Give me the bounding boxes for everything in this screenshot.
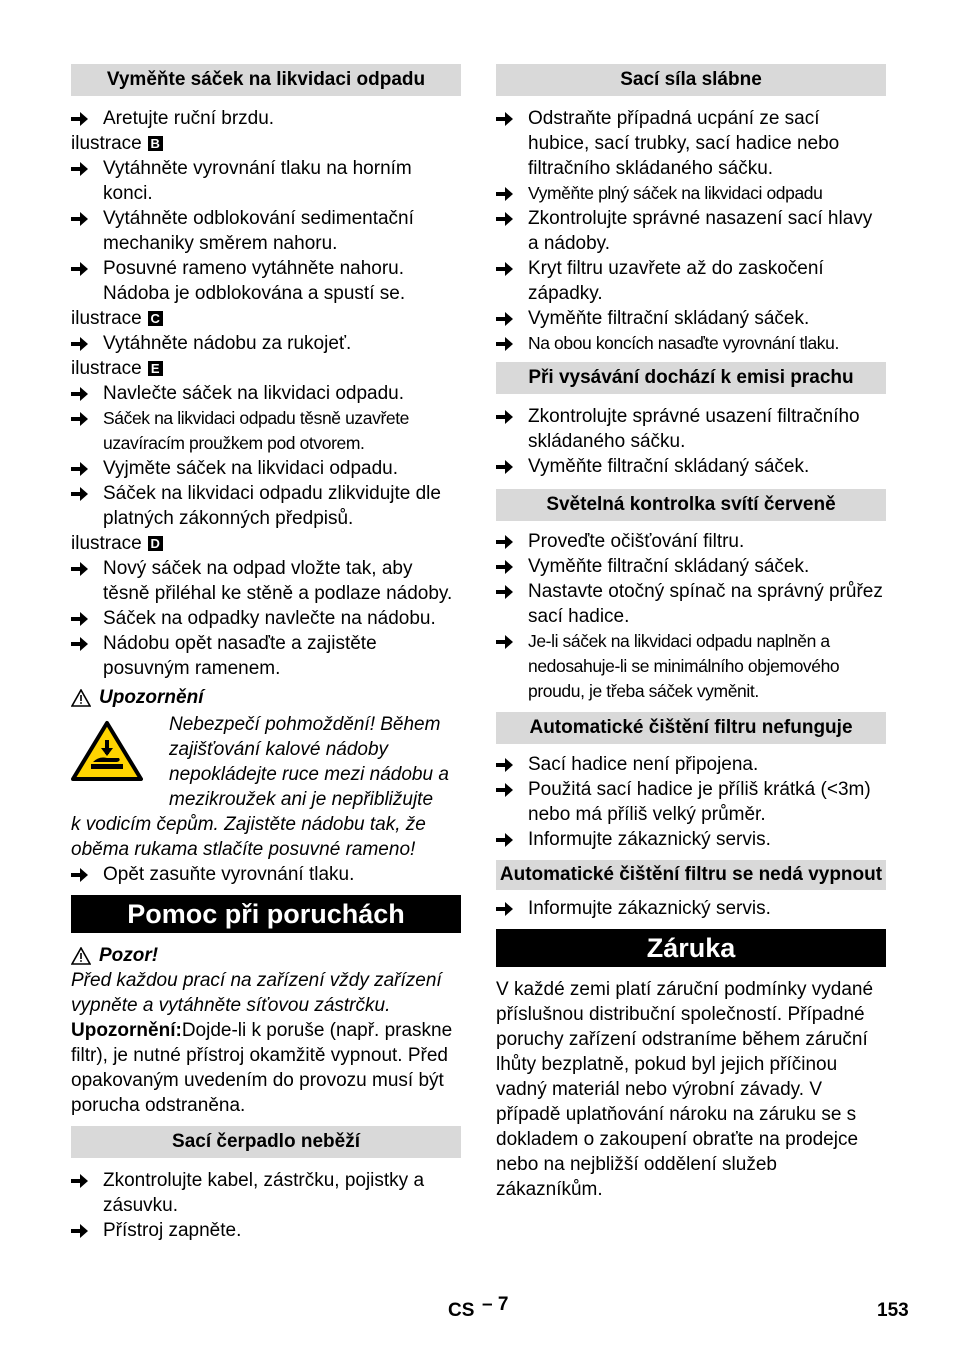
arrow-icon bbox=[496, 579, 518, 600]
arrow-icon bbox=[71, 331, 93, 352]
note-paragraph: Upozornění:Dojde-li k poruše (např. praskne filtr), je nutné přístroj okamžitě vypnout. Před opakovaným uvedením do provozu musí být porucha odstraněna. bbox=[71, 1020, 453, 1116]
step: Vyměňte plný sáček na likvidaci odpadu bbox=[496, 181, 886, 206]
step: Opět zasuňte vyrovnání tlaku. bbox=[71, 862, 461, 887]
arrow-icon bbox=[496, 404, 518, 425]
crush-hazard-icon bbox=[71, 712, 169, 812]
warning-label: Upozornění bbox=[71, 685, 461, 710]
arrow-icon bbox=[71, 631, 93, 652]
warning-text: Nebezpečí pohmoždění! Během zajišťování kalové nádoby nepokládejte ruce mezi nádobu a mezikroužek ani je nepřibližujte bbox=[169, 714, 449, 810]
arrow-icon bbox=[496, 331, 518, 352]
step: Vytáhněte odblokování sedimentační mechaniky směrem nahoru. bbox=[71, 206, 461, 256]
warranty-paragraph: V každé zemi platí záruční podmínky vydané příslušnou distribuční společností. Případné poruchy zařízení odstraníme během záruční lhůty bezplatně, pokud byl jejich příčinou vadný materiál nebo výrobní závady. V případě uplatňování nároku na záruku se s dokladem o zakoupení obraťte na prodejce nebo na nejbližší oddělení služeb zákazníkům. bbox=[496, 979, 874, 1200]
arrow-icon bbox=[496, 629, 518, 650]
step: Informujte zákaznický servis. bbox=[496, 827, 886, 852]
section-heading-auto-clean: Automatické čištění filtru nefunguje bbox=[496, 712, 886, 744]
section-title-troubleshooting: Pomoc při poruchách bbox=[71, 895, 461, 933]
step: Vytáhněte nádobu za rukojeť. bbox=[71, 331, 461, 356]
step: Nastavte otočný spínač na správný průřez sací hadice. bbox=[496, 579, 886, 629]
section-heading-auto-clean-off: Automatické čištění filtru se nedá vypnout bbox=[496, 860, 886, 890]
arrow-icon bbox=[496, 106, 518, 127]
step: Vyjměte sáček na likvidaci odpadu. bbox=[71, 456, 461, 481]
page-number: 153 bbox=[877, 1300, 909, 1321]
step: Zkontrolujte správné usazení filtračního skládaného sáčku. bbox=[496, 404, 886, 454]
illustration-ref: ilustrace D bbox=[71, 531, 461, 556]
step: Sáček na likvidaci odpadu těsně uzavřete uzavíracím proužkem pod otvorem. bbox=[71, 406, 461, 456]
footer-section-page: – 7 bbox=[482, 1294, 509, 1315]
arrow-icon bbox=[71, 606, 93, 627]
arrow-icon bbox=[496, 306, 518, 327]
right-column bbox=[496, 64, 886, 1202]
step: Kryt filtru uzavřete až do zaskočení západky. bbox=[496, 256, 886, 306]
step: Zkontrolujte správné nasazení sací hlavy a nádoby. bbox=[496, 206, 886, 256]
arrow-icon bbox=[496, 827, 518, 848]
step: Je-li sáček na likvidaci odpadu naplněn a nedosahuje-li se minimálního objemového proudu, je třeba sáček vyměnit. bbox=[496, 629, 886, 704]
arrow-icon bbox=[496, 752, 518, 773]
footer-language: CS bbox=[448, 1300, 475, 1321]
arrow-icon bbox=[71, 456, 93, 477]
arrow-icon bbox=[496, 554, 518, 575]
step: Nový sáček na odpad vložte tak, aby těsně přiléhal ke stěně a podlaze nádoby. bbox=[71, 556, 461, 606]
step: Přístroj zapněte. bbox=[71, 1218, 461, 1243]
left-column bbox=[71, 64, 461, 1243]
step: Posuvné rameno vytáhněte nahoru. Nádoba je odblokována a spustí se. bbox=[71, 256, 461, 306]
section-heading-replace-bag: Vyměňte sáček na likvidaci odpadu bbox=[71, 64, 461, 96]
arrow-icon bbox=[71, 1218, 93, 1239]
arrow-icon bbox=[71, 862, 93, 883]
step: Vyměňte filtrační skládaný sáček. bbox=[496, 454, 886, 479]
illustration-ref: ilustrace B bbox=[71, 131, 461, 156]
arrow-icon bbox=[71, 106, 93, 127]
arrow-icon bbox=[496, 454, 518, 475]
figure-c-badge: C bbox=[148, 311, 163, 326]
arrow-icon bbox=[71, 406, 93, 427]
step: Na obou koncích nasaďte vyrovnání tlaku. bbox=[496, 331, 886, 356]
warning-triangle-icon bbox=[71, 689, 91, 707]
illustration-ref: ilustrace C bbox=[71, 306, 461, 331]
figure-b-badge: B bbox=[148, 136, 163, 151]
step: Navlečte sáček na likvidaci odpadu. bbox=[71, 381, 461, 406]
arrow-icon bbox=[496, 896, 518, 917]
section-heading-red-light: Světelná kontrolka svítí červeně bbox=[496, 489, 886, 521]
arrow-icon bbox=[71, 1168, 93, 1189]
warning-text-cont: k vodicím čepům. Zajistěte nádobu tak, že oběma rukama stlačíte posuvné rameno! bbox=[71, 814, 426, 860]
arrow-icon bbox=[71, 481, 93, 502]
arrow-icon bbox=[496, 206, 518, 227]
arrow-icon bbox=[496, 256, 518, 277]
arrow-icon bbox=[71, 381, 93, 402]
section-heading-suction: Sací síla slábne bbox=[496, 64, 886, 96]
step: Odstraňte případná ucpání ze sací hubice, sací trubky, sací hadice nebo filtračního skládaného sáčku. bbox=[496, 106, 886, 181]
arrow-icon bbox=[71, 206, 93, 227]
caution-label: Pozor! bbox=[71, 943, 461, 968]
step: Použitá sací hadice je příliš krátká (<3m) nebo má příliš velký průměr. bbox=[496, 777, 886, 827]
figure-e-badge: E bbox=[148, 361, 163, 376]
caution-text: Před každou prací na zařízení vždy zařízení vypněte a vytáhněte síťovou zástrčku. bbox=[71, 970, 442, 1016]
arrow-icon bbox=[71, 556, 93, 577]
step: Sací hadice není připojena. bbox=[496, 752, 886, 777]
step: Proveďte očišťování filtru. bbox=[496, 529, 886, 554]
step: Sáček na odpadky navlečte na nádobu. bbox=[71, 606, 461, 631]
arrow-icon bbox=[71, 256, 93, 277]
section-heading-dust: Při vysávání dochází k emisi prachu bbox=[496, 362, 886, 394]
warning-triangle-icon bbox=[71, 947, 91, 965]
step: Informujte zákaznický servis. bbox=[496, 896, 886, 921]
arrow-icon bbox=[496, 777, 518, 798]
figure-d-badge: D bbox=[148, 536, 163, 551]
section-title-warranty: Záruka bbox=[496, 929, 886, 967]
step: Vyměňte filtrační skládaný sáček. bbox=[496, 554, 886, 579]
step: Zkontrolujte kabel, zástrčku, pojistky a zásuvku. bbox=[71, 1168, 461, 1218]
illustration-ref: ilustrace E bbox=[71, 356, 461, 381]
step: Vytáhněte vyrovnání tlaku na horním konci. bbox=[71, 156, 461, 206]
step: Sáček na likvidaci odpadu zlikvidujte dle platných zákonných předpisů. bbox=[71, 481, 461, 531]
step: Aretujte ruční brzdu. bbox=[71, 106, 461, 131]
step: Vyměňte filtrační skládaný sáček. bbox=[496, 306, 886, 331]
arrow-icon bbox=[71, 156, 93, 177]
section-heading-pump: Sací čerpadlo neběží bbox=[71, 1126, 461, 1158]
step: Nádobu opět nasaďte a zajistěte posuvným ramenem. bbox=[71, 631, 461, 681]
arrow-icon bbox=[496, 181, 518, 202]
arrow-icon bbox=[496, 529, 518, 550]
